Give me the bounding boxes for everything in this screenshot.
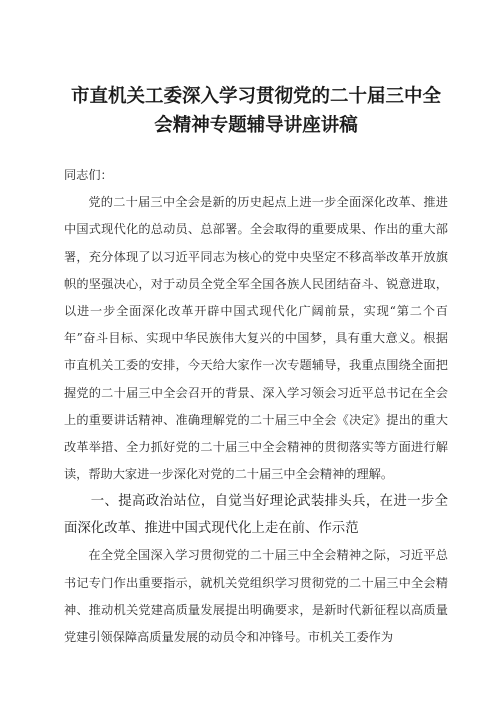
document-body [64, 162, 448, 651]
document-title-line-1: 市直机关工委深入学习贯彻党的二十届三中全 [70, 86, 441, 107]
paragraph-section-1: 在全党全国深入学习贯彻党的二十届三中全会精神之际，习近平总书记专门作出重要指示，就机关党组织学习贯彻党的二十届三中全会精神、推动机关党建高质量发展提出明确要求，是新时代新征程以高质量党建引领保障高质量发展的动员令和冲锋号。市机关工委作为 [64, 548, 448, 645]
salutation: 同志们： [64, 168, 113, 182]
paragraph-intro: 党的二十届三中全会是新的历史起点上进一步全面深化改革、推进中国式现代化的总动员、总部署。全会取得的重要成果、作出的重大部署，充分体现了以习近平同志为核心的党中央坚定不移高举改革开放旗帜的坚强决心，对于动员全党全军全国各族人民团结奋斗、锐意进取，以进一步全面深化改革开辟中国式现代化广阔前景，实现“第二个百年”奋斗目标、实现中华民族伟大复兴的中国梦，具有重大意义。根据市直机关工委的安排，今天给大家作一次专题辅导，我重点围绕全面把握党的二十届三中全会召开的背景、深入学习领会习近平总书记在全会上的重要讲话精神、准确理解党的二十届三中全会《决定》提出的重大改革举措、全力抓好党的二十届三中全会精神的贯彻落实等方面进行解读，帮助大家进一步深化对党的二十届三中全会精神的理解。 [64, 195, 448, 482]
section-heading-1: 一、提高政治站位，自觉当好理论武装排头兵，在进一步全面深化改革、推进中国式现代化上走在前、作示范 [64, 494, 448, 537]
document-title-line-2: 会精神专题辅导讲座讲稿 [154, 115, 358, 136]
document-title [64, 82, 448, 140]
